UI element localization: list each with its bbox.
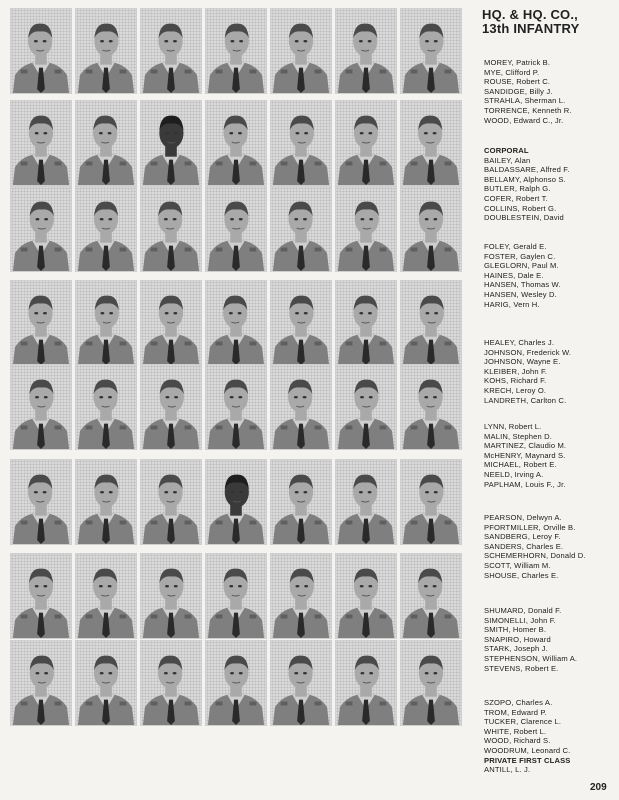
rank-heading: PRIVATE FIRST CLASS bbox=[484, 755, 571, 765]
portrait-photo bbox=[400, 100, 462, 186]
roster-name: KRECH, Leroy O. bbox=[484, 385, 547, 395]
roster-name: JOHNSON, Frederick W. bbox=[484, 347, 572, 357]
portrait-photo bbox=[400, 640, 462, 726]
roster-name: WHITE, Robert L. bbox=[484, 726, 547, 736]
roster-name: SNAPIRO, Howard bbox=[484, 634, 551, 644]
portrait-photo bbox=[140, 100, 202, 186]
portrait-photo bbox=[75, 8, 137, 94]
portrait-photo bbox=[270, 8, 332, 94]
portrait-photo bbox=[75, 640, 137, 726]
roster-name: ANTILL, L. J. bbox=[484, 765, 531, 775]
portrait-photo bbox=[400, 553, 462, 639]
portrait-photo bbox=[335, 459, 397, 545]
roster-name: COFER, Robert T. bbox=[484, 193, 548, 203]
portrait-photo bbox=[140, 459, 202, 545]
roster-name: JOHNSON, Wayne E. bbox=[484, 357, 561, 367]
portrait-photo bbox=[75, 459, 137, 545]
portrait-photo bbox=[205, 280, 267, 366]
portrait-photo bbox=[10, 553, 72, 639]
roster-name: BALDASSARE, Alfred F. bbox=[484, 165, 570, 175]
portrait-photo bbox=[335, 553, 397, 639]
title-line-2: 13th INFANTRY bbox=[482, 21, 580, 36]
roster-name: GLEGLORN, Paul M. bbox=[484, 261, 559, 271]
roster-name: STARK, Joseph J. bbox=[484, 644, 548, 654]
portrait-photo bbox=[10, 640, 72, 726]
roster-group bbox=[484, 698, 616, 775]
roster-name: SANDBERG, Leroy F. bbox=[484, 532, 561, 542]
roster-group bbox=[484, 146, 616, 223]
portrait-photo bbox=[400, 459, 462, 545]
roster-group bbox=[484, 338, 616, 405]
roster-name: TROM, Edward P. bbox=[484, 707, 547, 717]
roster-name: HANSEN, Wesley D. bbox=[484, 289, 557, 299]
roster-name: STRAHLA, Sherman L. bbox=[484, 96, 566, 106]
roster-name: SCHEMERHORN, Donald D. bbox=[484, 551, 586, 561]
portrait-photo bbox=[400, 186, 462, 272]
roster-name: LANDRETH, Carlton C. bbox=[484, 395, 567, 405]
portrait-photo bbox=[75, 364, 137, 450]
roster-name: MALIN, Stephen D. bbox=[484, 431, 552, 441]
roster-group bbox=[484, 513, 616, 580]
portrait-photo bbox=[205, 553, 267, 639]
roster-name: BAILEY, Alan bbox=[484, 155, 531, 165]
roster-name: HEALEY, Charles J. bbox=[484, 338, 555, 347]
portrait-grid bbox=[10, 8, 464, 732]
roster-name: SZOPO, Charles A. bbox=[484, 698, 553, 707]
roster-name: TORRENCE, Kenneth R. bbox=[484, 105, 572, 115]
roster-name: WOOD, Richard S. bbox=[484, 736, 551, 746]
roster-name: DOUBLESTEIN, David bbox=[484, 213, 564, 223]
portrait-photo bbox=[140, 640, 202, 726]
roster-name: NEELD, Irving A. bbox=[484, 469, 544, 479]
portrait-photo bbox=[205, 459, 267, 545]
portrait-photo bbox=[400, 280, 462, 366]
roster-name: STEPHENSON, William A. bbox=[484, 653, 578, 663]
roster-name: MYE, Clifford P. bbox=[484, 67, 540, 77]
portrait-photo bbox=[140, 364, 202, 450]
portrait-photo bbox=[270, 364, 332, 450]
roster-name: ROUSE, Robert C. bbox=[484, 77, 551, 87]
portrait-photo bbox=[10, 8, 72, 94]
roster-name: SMITH, Homer B. bbox=[484, 625, 547, 635]
portrait-photo bbox=[205, 186, 267, 272]
portrait-photo bbox=[140, 186, 202, 272]
roster-name: SHUMARD, Donald F. bbox=[484, 606, 562, 615]
roster-name: PAPLHAM, Louis F., Jr. bbox=[484, 479, 566, 489]
portrait-photo bbox=[10, 364, 72, 450]
portrait-photo bbox=[140, 8, 202, 94]
roster-name: MARTINEZ, Claudio M. bbox=[484, 441, 567, 451]
roster-name: KOHS, Richard F. bbox=[484, 376, 547, 386]
roster-name: STEVENS, Robert E. bbox=[484, 663, 559, 673]
portrait-photo bbox=[270, 280, 332, 366]
portrait-photo bbox=[205, 640, 267, 726]
roster-name: MOREY, Patrick B. bbox=[484, 58, 551, 67]
roster-name: WOODRUM, Leonard C. bbox=[484, 745, 571, 755]
roster-name: HAINES, Dale E. bbox=[484, 270, 544, 280]
rank-heading: CORPORAL bbox=[484, 146, 529, 155]
portrait-photo bbox=[140, 553, 202, 639]
portrait-photo bbox=[75, 280, 137, 366]
roster-name: HARIG, Vern H. bbox=[484, 299, 540, 309]
page-number: 209 bbox=[590, 782, 607, 793]
roster-name: SIMONELLI, John F. bbox=[484, 615, 556, 625]
roster-name: MICHAEL, Robert E. bbox=[484, 460, 557, 470]
roster-name: BUTLER, Ralph G. bbox=[484, 184, 551, 194]
portrait-photo bbox=[270, 100, 332, 186]
portrait-photo bbox=[270, 459, 332, 545]
roster-group bbox=[484, 242, 616, 309]
page-title bbox=[482, 8, 614, 36]
portrait-photo bbox=[10, 186, 72, 272]
roster-name: TUCKER, Clarence L. bbox=[484, 717, 562, 727]
roster-name: WOOD, Edward C., Jr. bbox=[484, 115, 564, 125]
portrait-photo bbox=[75, 100, 137, 186]
portrait-photo bbox=[75, 553, 137, 639]
portrait-photo bbox=[140, 280, 202, 366]
roster-name: KLEIBER, John F. bbox=[484, 366, 548, 376]
portrait-photo bbox=[10, 280, 72, 366]
roster-name: LYNN, Robert L. bbox=[484, 422, 542, 431]
portrait-photo bbox=[270, 640, 332, 726]
roster-name: SHOUSE, Charles E. bbox=[484, 570, 559, 580]
roster-name: FOLEY, Gerald E. bbox=[484, 242, 547, 251]
roster-group bbox=[484, 606, 616, 673]
portrait-photo bbox=[400, 364, 462, 450]
portrait-photo bbox=[335, 186, 397, 272]
portrait-photo bbox=[335, 640, 397, 726]
portrait-photo bbox=[75, 186, 137, 272]
portrait-photo bbox=[205, 8, 267, 94]
portrait-photo bbox=[400, 8, 462, 94]
portrait-photo bbox=[335, 364, 397, 450]
title-line-1: HQ. & HQ. CO., bbox=[482, 7, 578, 22]
roster-group bbox=[484, 422, 616, 489]
roster-name: FOSTER, Gaylen C. bbox=[484, 251, 556, 261]
roster-name: SCOTT, William M. bbox=[484, 560, 551, 570]
portrait-photo bbox=[270, 186, 332, 272]
portrait-photo bbox=[10, 100, 72, 186]
portrait-photo bbox=[270, 553, 332, 639]
roster-name: COLLINS, Robert G. bbox=[484, 203, 557, 213]
portrait-photo bbox=[205, 100, 267, 186]
roster-name: McHENRY, Maynard S. bbox=[484, 450, 566, 460]
portrait-photo bbox=[335, 280, 397, 366]
roster-name: PFORTMILLER, Orville B. bbox=[484, 522, 576, 532]
portrait-photo bbox=[205, 364, 267, 450]
roster-name: SANDERS, Charles E. bbox=[484, 541, 564, 551]
roster-name: HANSEN, Thomas W. bbox=[484, 280, 561, 290]
portrait-photo bbox=[335, 100, 397, 186]
roster-name: SANDIDGE, Billy J. bbox=[484, 86, 553, 96]
portrait-photo bbox=[10, 459, 72, 545]
portrait-photo bbox=[335, 8, 397, 94]
roster-group bbox=[484, 58, 616, 125]
roster-name: BELLAMY, Alphonso S. bbox=[484, 174, 566, 184]
roster-name: PEARSON, Delwyn A. bbox=[484, 513, 562, 522]
